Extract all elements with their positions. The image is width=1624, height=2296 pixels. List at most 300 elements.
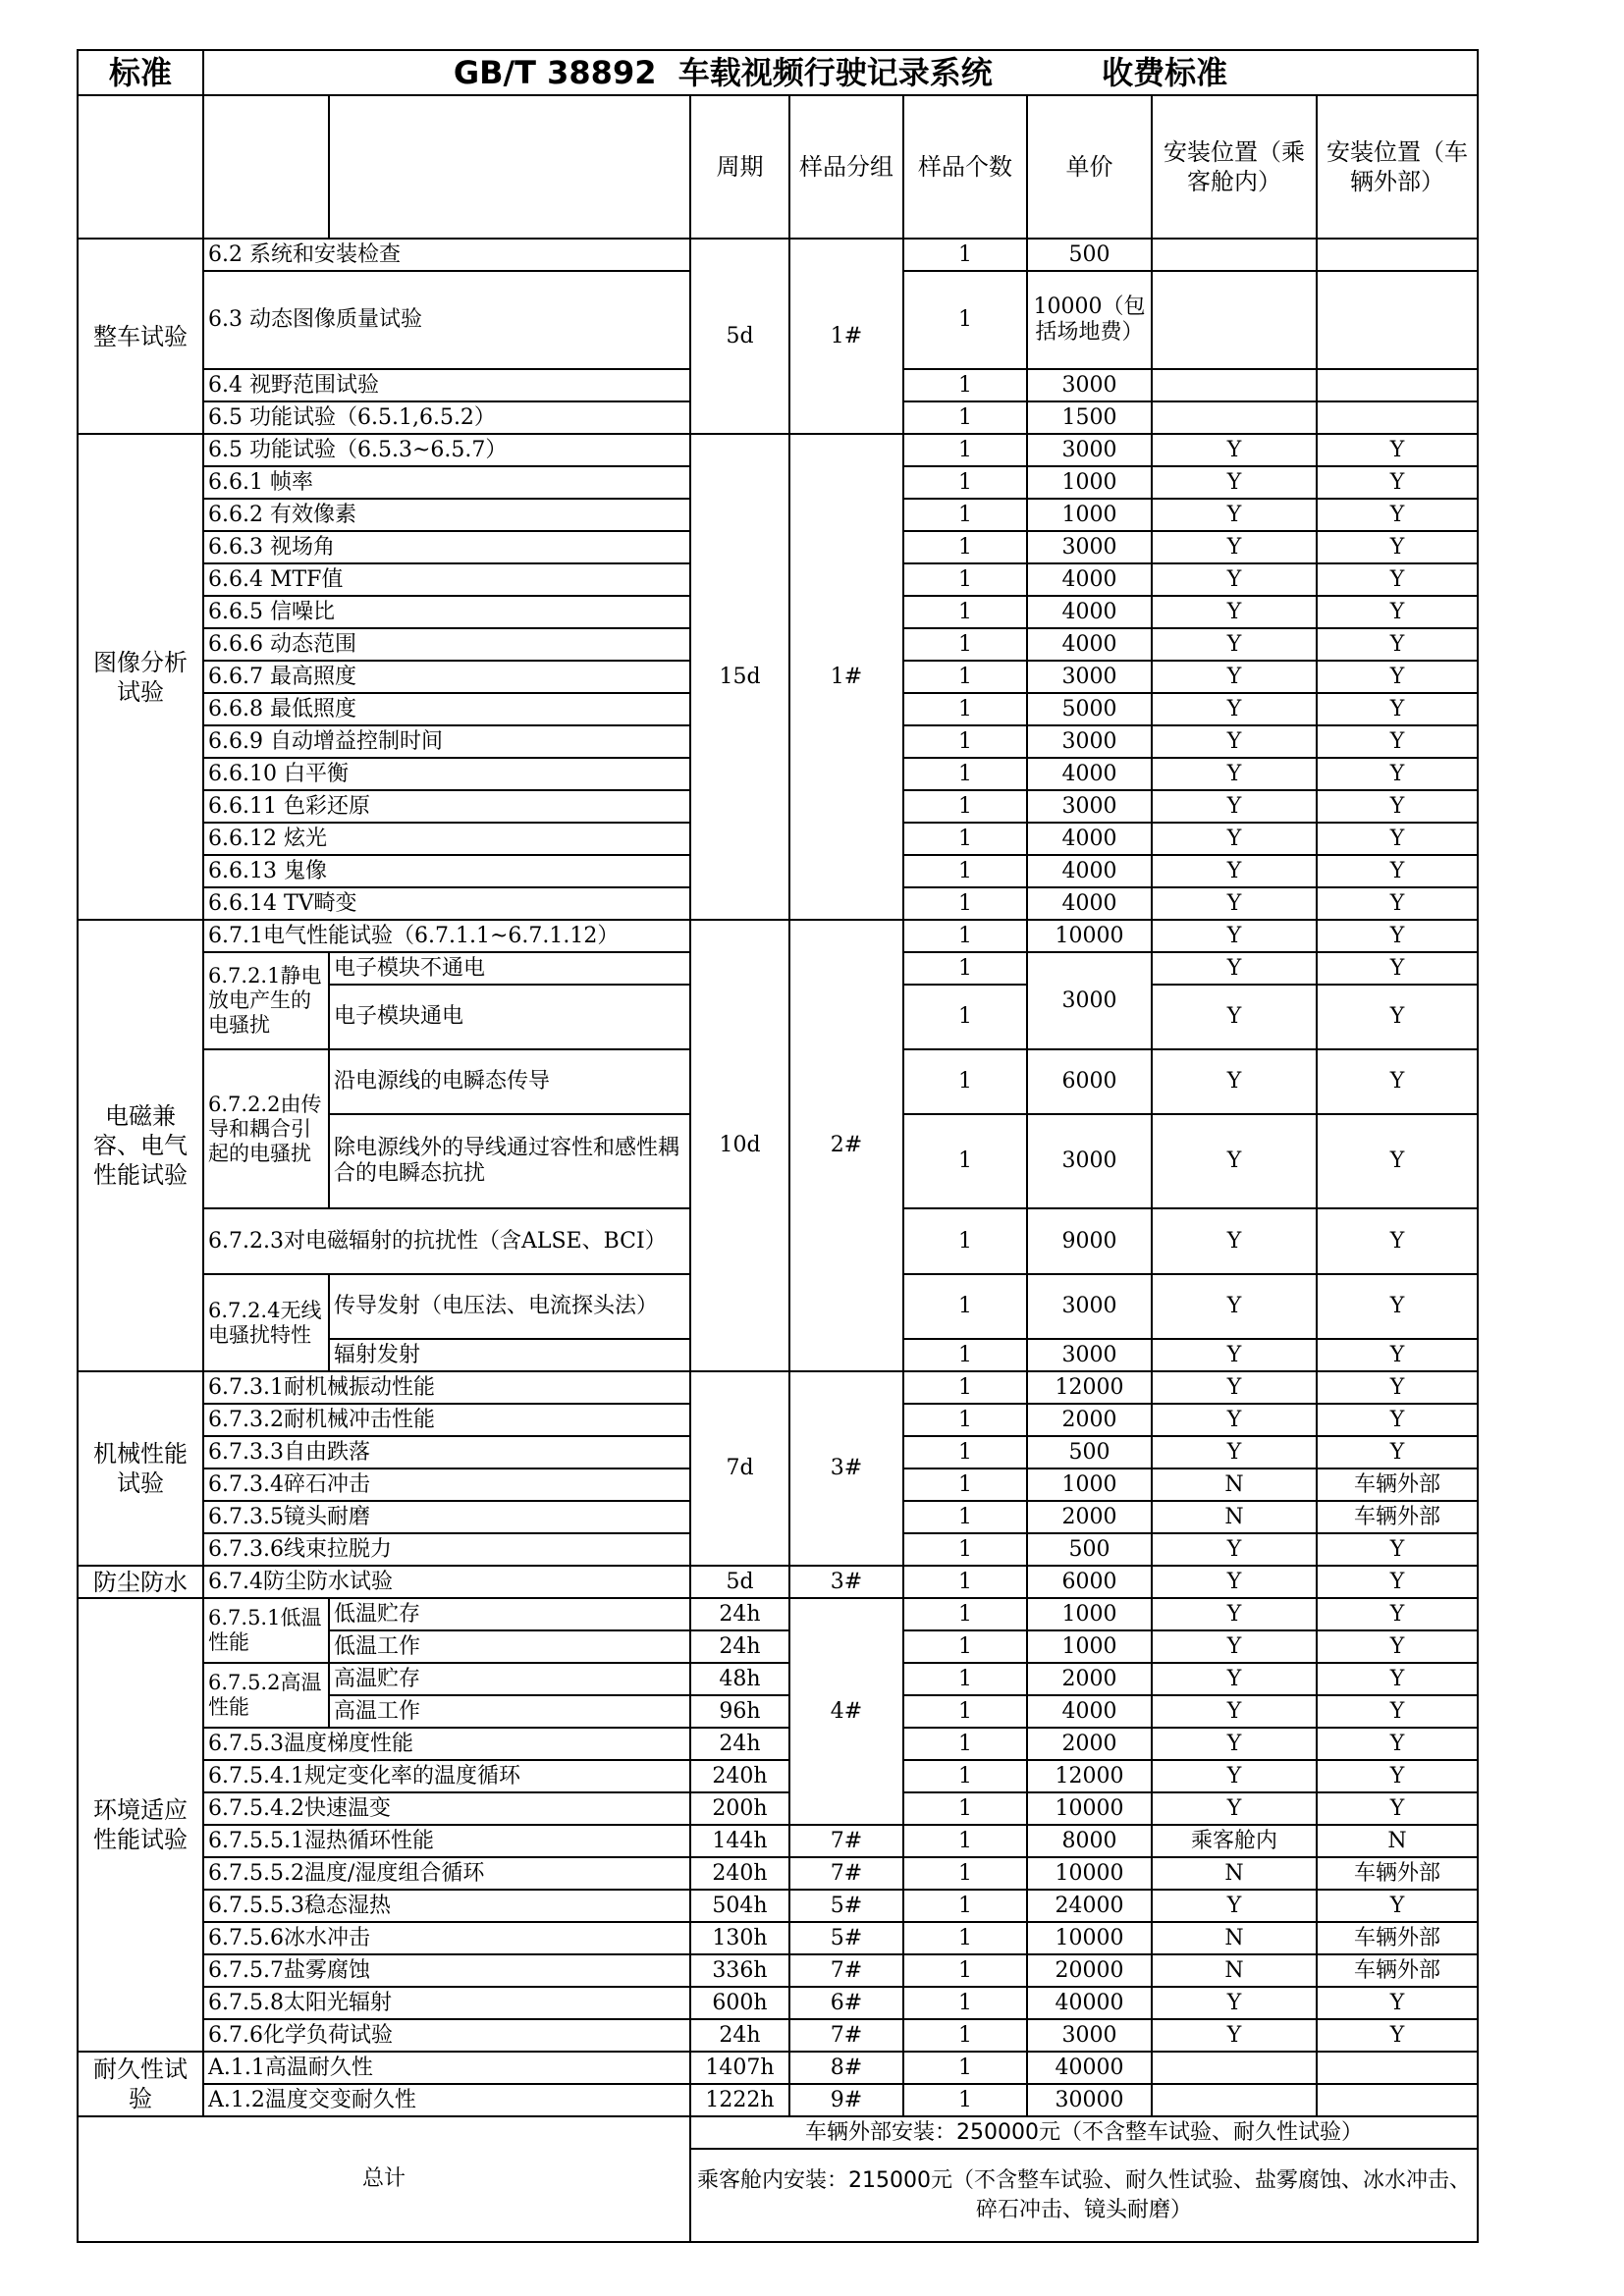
loc-out-cell: Y bbox=[1317, 1890, 1478, 1922]
period-cell: 24h bbox=[690, 2019, 789, 2052]
table-row bbox=[78, 1371, 1478, 1404]
loc-out-cell bbox=[1317, 271, 1478, 369]
price-cell: 3000 bbox=[1027, 1339, 1152, 1371]
category-cell: 机械性能试验 bbox=[78, 1371, 203, 1566]
test-subitem: 高温工作 bbox=[329, 1695, 690, 1728]
loc-out-cell: Y bbox=[1317, 1760, 1478, 1792]
count-cell: 1 bbox=[903, 1533, 1027, 1566]
period-cell: 1222h bbox=[690, 2084, 789, 2116]
loc-in-cell: Y bbox=[1152, 499, 1317, 531]
loc-out-cell bbox=[1317, 401, 1478, 434]
loc-out-cell: Y bbox=[1317, 855, 1478, 887]
period-cell: 7d bbox=[690, 1371, 789, 1566]
count-cell: 1 bbox=[903, 1208, 1027, 1274]
col-loc-out: 安装位置（车辆外部） bbox=[1317, 95, 1478, 239]
loc-in-cell: Y bbox=[1152, 1208, 1317, 1274]
test-subitem: 沿电源线的电瞬态传导 bbox=[329, 1049, 690, 1114]
test-item: 6.7.1电气性能试验（6.7.1.1~6.7.1.12） bbox=[203, 920, 690, 952]
loc-out-cell: Y bbox=[1317, 466, 1478, 499]
loc-out-cell: Y bbox=[1317, 1663, 1478, 1695]
loc-in-cell: Y bbox=[1152, 466, 1317, 499]
period-cell: 336h bbox=[690, 1954, 789, 1987]
loc-out-cell: Y bbox=[1317, 2019, 1478, 2052]
loc-in-cell: Y bbox=[1152, 1533, 1317, 1566]
test-item: 6.6.5 信噪比 bbox=[203, 596, 690, 628]
loc-in-cell: N bbox=[1152, 1954, 1317, 1987]
price-cell: 2000 bbox=[1027, 1728, 1152, 1760]
period-cell: 5d bbox=[690, 1566, 789, 1598]
count-cell: 1 bbox=[903, 531, 1027, 563]
count-cell: 1 bbox=[903, 1954, 1027, 1987]
loc-out-cell: 车辆外部 bbox=[1317, 1954, 1478, 1987]
test-item: 6.6.4 MTF值 bbox=[203, 563, 690, 596]
loc-out-cell: Y bbox=[1317, 920, 1478, 952]
table-row bbox=[78, 2019, 1478, 2052]
period-cell: 1407h bbox=[690, 2052, 789, 2084]
loc-in-cell: Y bbox=[1152, 2019, 1317, 2052]
test-item: 6.7.5.2高温性能 bbox=[203, 1663, 329, 1728]
period-cell: 24h bbox=[690, 1598, 789, 1630]
count-cell: 1 bbox=[903, 628, 1027, 661]
test-item: 6.7.5.5.3稳态湿热 bbox=[203, 1890, 690, 1922]
total-label: 总计 bbox=[78, 2116, 690, 2242]
loc-out-cell: Y bbox=[1317, 531, 1478, 563]
count-cell: 1 bbox=[903, 758, 1027, 790]
test-item: 6.7.5.4.2快速温变 bbox=[203, 1792, 690, 1825]
loc-out-cell: Y bbox=[1317, 1695, 1478, 1728]
loc-in-cell: Y bbox=[1152, 1695, 1317, 1728]
price-cell: 4000 bbox=[1027, 823, 1152, 855]
loc-in-cell: Y bbox=[1152, 985, 1317, 1049]
loc-out-cell: Y bbox=[1317, 434, 1478, 466]
price-cell: 3000 bbox=[1027, 790, 1152, 823]
count-cell: 1 bbox=[903, 1663, 1027, 1695]
group-cell: 3# bbox=[789, 1371, 903, 1566]
loc-in-cell: Y bbox=[1152, 758, 1317, 790]
price-cell: 10000（包括场地费） bbox=[1027, 271, 1152, 369]
test-item: 6.7.3.4碎石冲击 bbox=[203, 1468, 690, 1501]
period-cell: 144h bbox=[690, 1825, 789, 1857]
loc-in-cell: Y bbox=[1152, 1890, 1317, 1922]
price-cell: 4000 bbox=[1027, 628, 1152, 661]
test-item: 6.7.5.3温度梯度性能 bbox=[203, 1728, 690, 1760]
loc-in-cell: Y bbox=[1152, 1049, 1317, 1114]
price-cell: 3000 bbox=[1027, 1274, 1152, 1339]
loc-out-cell: Y bbox=[1317, 596, 1478, 628]
col-group: 样品分组 bbox=[789, 95, 903, 239]
test-item: 6.3 动态图像质量试验 bbox=[203, 271, 690, 369]
price-cell: 40000 bbox=[1027, 1987, 1152, 2019]
test-item: 6.7.2.3对电磁辐射的抗扰性（含ALSE、BCI） bbox=[203, 1208, 690, 1274]
table-row bbox=[78, 1825, 1478, 1857]
loc-out-cell bbox=[1317, 239, 1478, 271]
group-cell: 5# bbox=[789, 1922, 903, 1954]
test-item: 6.6.7 最高照度 bbox=[203, 661, 690, 693]
loc-out-cell: Y bbox=[1317, 1274, 1478, 1339]
price-cell: 4000 bbox=[1027, 758, 1152, 790]
test-item: 6.7.6化学负荷试验 bbox=[203, 2019, 690, 2052]
category-cell: 电磁兼容、电气性能试验 bbox=[78, 920, 203, 1371]
col-period: 周期 bbox=[690, 95, 789, 239]
price-cell: 3000 bbox=[1027, 2019, 1152, 2052]
loc-in-cell: Y bbox=[1152, 596, 1317, 628]
group-cell: 7# bbox=[789, 1825, 903, 1857]
test-item: 6.5 功能试验（6.5.3~6.5.7） bbox=[203, 434, 690, 466]
loc-out-cell: Y bbox=[1317, 1533, 1478, 1566]
test-item: 6.7.2.4无线电骚扰特性 bbox=[203, 1274, 329, 1371]
count-cell: 1 bbox=[903, 1728, 1027, 1760]
test-item: 6.6.9 自动增益控制时间 bbox=[203, 725, 690, 758]
loc-out-cell: 车辆外部 bbox=[1317, 1922, 1478, 1954]
price-cell: 4000 bbox=[1027, 855, 1152, 887]
table-row bbox=[78, 1760, 1478, 1792]
count-cell: 1 bbox=[903, 2019, 1027, 2052]
loc-in-cell: Y bbox=[1152, 887, 1317, 920]
count-cell: 1 bbox=[903, 369, 1027, 401]
table-row bbox=[78, 1728, 1478, 1760]
loc-in-cell: Y bbox=[1152, 855, 1317, 887]
count-cell: 1 bbox=[903, 985, 1027, 1049]
price-cell: 40000 bbox=[1027, 2052, 1152, 2084]
test-item: 6.5 功能试验（6.5.1,6.5.2） bbox=[203, 401, 690, 434]
count-cell: 1 bbox=[903, 271, 1027, 369]
price-cell: 10000 bbox=[1027, 1857, 1152, 1890]
period-cell: 15d bbox=[690, 434, 789, 920]
price-cell: 1000 bbox=[1027, 1598, 1152, 1630]
loc-out-cell: Y bbox=[1317, 1630, 1478, 1663]
count-cell: 1 bbox=[903, 2052, 1027, 2084]
loc-out-cell bbox=[1317, 2052, 1478, 2084]
loc-in-cell bbox=[1152, 2052, 1317, 2084]
column-header-row bbox=[78, 95, 1478, 239]
price-cell: 9000 bbox=[1027, 1208, 1152, 1274]
period-cell: 240h bbox=[690, 1857, 789, 1890]
title-row bbox=[78, 50, 1478, 95]
table-row bbox=[78, 920, 1478, 952]
total-exterior: 车辆外部安装：250000元（不含整车试验、耐久性试验） bbox=[690, 2116, 1478, 2149]
price-cell: 2000 bbox=[1027, 1501, 1152, 1533]
loc-out-cell: Y bbox=[1317, 725, 1478, 758]
col-count: 样品个数 bbox=[903, 95, 1027, 239]
price-cell: 4000 bbox=[1027, 1695, 1152, 1728]
count-cell: 1 bbox=[903, 1598, 1027, 1630]
period-cell: 504h bbox=[690, 1890, 789, 1922]
price-cell: 500 bbox=[1027, 1533, 1152, 1566]
loc-in-cell: Y bbox=[1152, 1598, 1317, 1630]
test-item: 6.7.5.5.1湿热循环性能 bbox=[203, 1825, 690, 1857]
table-row bbox=[78, 1663, 1478, 1695]
count-cell: 1 bbox=[903, 1890, 1027, 1922]
loc-out-cell: Y bbox=[1317, 1404, 1478, 1436]
group-cell: 7# bbox=[789, 1954, 903, 1987]
table-row bbox=[78, 1954, 1478, 1987]
test-item: 6.7.5.4.1规定变化率的温度循环 bbox=[203, 1760, 690, 1792]
count-cell: 1 bbox=[903, 1857, 1027, 1890]
price-cell: 3000 bbox=[1027, 725, 1152, 758]
col-price: 单价 bbox=[1027, 95, 1152, 239]
loc-out-cell: Y bbox=[1317, 1566, 1478, 1598]
test-item: 6.7.2.1静电放电产生的电骚扰 bbox=[203, 952, 329, 1049]
period-cell: 600h bbox=[690, 1987, 789, 2019]
test-item: 6.7.3.1耐机械振动性能 bbox=[203, 1371, 690, 1404]
price-cell: 3000 bbox=[1027, 369, 1152, 401]
count-cell: 1 bbox=[903, 1922, 1027, 1954]
price-cell: 5000 bbox=[1027, 693, 1152, 725]
loc-in-cell: Y bbox=[1152, 1404, 1317, 1436]
loc-out-cell: Y bbox=[1317, 952, 1478, 985]
loc-in-cell: Y bbox=[1152, 1663, 1317, 1695]
period-cell: 130h bbox=[690, 1922, 789, 1954]
test-subitem: 辐射发射 bbox=[329, 1339, 690, 1371]
loc-in-cell: Y bbox=[1152, 661, 1317, 693]
loc-in-cell bbox=[1152, 369, 1317, 401]
price-cell: 4000 bbox=[1027, 596, 1152, 628]
loc-in-cell: N bbox=[1152, 1922, 1317, 1954]
price-cell: 10000 bbox=[1027, 1922, 1152, 1954]
loc-in-cell: Y bbox=[1152, 628, 1317, 661]
count-cell: 1 bbox=[903, 434, 1027, 466]
test-item: A.1.1高温耐久性 bbox=[203, 2052, 690, 2084]
loc-out-cell: Y bbox=[1317, 1049, 1478, 1114]
test-item: 6.7.5.1低温性能 bbox=[203, 1598, 329, 1663]
table-row bbox=[78, 1792, 1478, 1825]
count-cell: 1 bbox=[903, 1501, 1027, 1533]
count-cell: 1 bbox=[903, 499, 1027, 531]
loc-in-cell: Y bbox=[1152, 693, 1317, 725]
loc-in-cell bbox=[1152, 239, 1317, 271]
test-item: 6.7.5.5.2温度/湿度组合循环 bbox=[203, 1857, 690, 1890]
category-cell: 图像分析试验 bbox=[78, 434, 203, 920]
total-row bbox=[78, 2116, 1478, 2149]
test-item: 6.6.2 有效像素 bbox=[203, 499, 690, 531]
col-loc-in: 安装位置（乘客舱内） bbox=[1152, 95, 1317, 239]
count-cell: 1 bbox=[903, 952, 1027, 985]
count-cell: 1 bbox=[903, 401, 1027, 434]
period-cell: 240h bbox=[690, 1760, 789, 1792]
test-subitem: 低温工作 bbox=[329, 1630, 690, 1663]
table-row bbox=[78, 1598, 1478, 1630]
price-cell: 1000 bbox=[1027, 1468, 1152, 1501]
price-cell: 12000 bbox=[1027, 1371, 1152, 1404]
loc-in-cell: Y bbox=[1152, 1630, 1317, 1663]
count-cell: 1 bbox=[903, 1274, 1027, 1339]
table-row bbox=[78, 1987, 1478, 2019]
test-item: 6.6.3 视场角 bbox=[203, 531, 690, 563]
loc-in-cell: Y bbox=[1152, 725, 1317, 758]
count-cell: 1 bbox=[903, 1630, 1027, 1663]
price-cell: 1000 bbox=[1027, 499, 1152, 531]
count-cell: 1 bbox=[903, 1404, 1027, 1436]
table-row bbox=[78, 239, 1478, 271]
price-cell: 10000 bbox=[1027, 1792, 1152, 1825]
test-item: 6.6.8 最低照度 bbox=[203, 693, 690, 725]
test-item: 6.7.3.5镜头耐磨 bbox=[203, 1501, 690, 1533]
test-item: 6.7.5.6冰水冲击 bbox=[203, 1922, 690, 1954]
loc-out-cell: Y bbox=[1317, 887, 1478, 920]
count-cell: 1 bbox=[903, 563, 1027, 596]
loc-in-cell: Y bbox=[1152, 920, 1317, 952]
test-item: 6.7.5.7盐雾腐蚀 bbox=[203, 1954, 690, 1987]
price-cell: 1000 bbox=[1027, 466, 1152, 499]
test-subitem: 电子模块不通电 bbox=[329, 952, 690, 985]
loc-out-cell: Y bbox=[1317, 758, 1478, 790]
group-cell: 7# bbox=[789, 1857, 903, 1890]
loc-out-cell: Y bbox=[1317, 1728, 1478, 1760]
period-cell: 200h bbox=[690, 1792, 789, 1825]
period-cell: 96h bbox=[690, 1695, 789, 1728]
loc-in-cell: Y bbox=[1152, 823, 1317, 855]
price-cell: 20000 bbox=[1027, 1954, 1152, 1987]
price-cell: 1500 bbox=[1027, 401, 1152, 434]
count-cell: 1 bbox=[903, 1339, 1027, 1371]
test-item: 6.2 系统和安装检查 bbox=[203, 239, 690, 271]
count-cell: 1 bbox=[903, 466, 1027, 499]
total-cabin: 乘客舱内安装：215000元（不含整车试验、耐久性试验、盐雾腐蚀、冰水冲击、 碎石冲击、镜头耐磨） bbox=[690, 2149, 1478, 2242]
table-row bbox=[78, 2052, 1478, 2084]
count-cell: 1 bbox=[903, 239, 1027, 271]
loc-out-cell: Y bbox=[1317, 985, 1478, 1049]
period-cell: 24h bbox=[690, 1728, 789, 1760]
loc-out-cell: Y bbox=[1317, 1339, 1478, 1371]
test-item: 6.6.13 鬼像 bbox=[203, 855, 690, 887]
category-cell: 防尘防水 bbox=[78, 1566, 203, 1598]
page-title: GB/T 38892 车载视频行驶记录系统 收费标准 bbox=[203, 50, 1478, 95]
count-cell: 1 bbox=[903, 596, 1027, 628]
price-cell: 3000 bbox=[1027, 952, 1152, 1049]
loc-in-cell: Y bbox=[1152, 952, 1317, 985]
loc-in-cell: Y bbox=[1152, 1371, 1317, 1404]
test-item: A.1.2温度交变耐久性 bbox=[203, 2084, 690, 2116]
test-item: 6.7.3.6线束拉脱力 bbox=[203, 1533, 690, 1566]
test-item: 6.6.12 炫光 bbox=[203, 823, 690, 855]
loc-in-cell bbox=[1152, 401, 1317, 434]
count-cell: 1 bbox=[903, 1114, 1027, 1208]
count-cell: 1 bbox=[903, 1468, 1027, 1501]
group-cell: 1# bbox=[789, 239, 903, 434]
loc-in-cell: Y bbox=[1152, 1987, 1317, 2019]
loc-in-cell: Y bbox=[1152, 1436, 1317, 1468]
count-cell: 1 bbox=[903, 823, 1027, 855]
loc-in-cell: Y bbox=[1152, 1339, 1317, 1371]
table-row bbox=[78, 1922, 1478, 1954]
price-cell: 6000 bbox=[1027, 1566, 1152, 1598]
loc-out-cell: Y bbox=[1317, 693, 1478, 725]
group-cell: 6# bbox=[789, 1987, 903, 2019]
loc-in-cell: Y bbox=[1152, 563, 1317, 596]
table-row bbox=[78, 1857, 1478, 1890]
loc-in-cell: Y bbox=[1152, 1566, 1317, 1598]
loc-out-cell: Y bbox=[1317, 1598, 1478, 1630]
test-item: 6.7.3.3自由跌落 bbox=[203, 1436, 690, 1468]
price-cell: 1000 bbox=[1027, 1630, 1152, 1663]
test-item: 6.6.6 动态范围 bbox=[203, 628, 690, 661]
test-item: 6.7.4防尘防水试验 bbox=[203, 1566, 690, 1598]
price-cell: 30000 bbox=[1027, 2084, 1152, 2116]
test-item: 6.6.14 TV畸变 bbox=[203, 887, 690, 920]
loc-out-cell: 车辆外部 bbox=[1317, 1501, 1478, 1533]
count-cell: 1 bbox=[903, 693, 1027, 725]
price-cell: 12000 bbox=[1027, 1760, 1152, 1792]
price-cell: 3000 bbox=[1027, 531, 1152, 563]
price-cell: 2000 bbox=[1027, 1663, 1152, 1695]
period-cell: 24h bbox=[690, 1630, 789, 1663]
loc-out-cell: Y bbox=[1317, 1792, 1478, 1825]
loc-out-cell: Y bbox=[1317, 499, 1478, 531]
loc-out-cell: Y bbox=[1317, 1208, 1478, 1274]
group-cell: 5# bbox=[789, 1890, 903, 1922]
loc-in-cell: Y bbox=[1152, 1792, 1317, 1825]
table-row bbox=[78, 2084, 1478, 2116]
table-row bbox=[78, 1890, 1478, 1922]
count-cell: 1 bbox=[903, 1792, 1027, 1825]
test-item: 6.7.2.2由传导和耦合引起的电骚扰 bbox=[203, 1049, 329, 1208]
price-cell: 10000 bbox=[1027, 920, 1152, 952]
price-cell: 4000 bbox=[1027, 887, 1152, 920]
group-cell: 4# bbox=[789, 1598, 903, 1825]
count-cell: 1 bbox=[903, 1049, 1027, 1114]
loc-in-cell: Y bbox=[1152, 434, 1317, 466]
group-cell: 2# bbox=[789, 920, 903, 1371]
price-cell: 500 bbox=[1027, 239, 1152, 271]
test-subitem: 除电源线外的导线通过容性和感性耦合的电瞬态抗扰 bbox=[329, 1114, 690, 1208]
loc-in-cell: Y bbox=[1152, 1114, 1317, 1208]
loc-in-cell: Y bbox=[1152, 531, 1317, 563]
loc-in-cell: N bbox=[1152, 1857, 1317, 1890]
loc-out-cell: 车辆外部 bbox=[1317, 1857, 1478, 1890]
loc-out-cell: N bbox=[1317, 1825, 1478, 1857]
loc-out-cell: Y bbox=[1317, 1436, 1478, 1468]
count-cell: 1 bbox=[903, 790, 1027, 823]
price-cell: 3000 bbox=[1027, 434, 1152, 466]
loc-in-cell: Y bbox=[1152, 1274, 1317, 1339]
group-cell: 1# bbox=[789, 434, 903, 920]
group-cell: 3# bbox=[789, 1566, 903, 1598]
loc-out-cell: 车辆外部 bbox=[1317, 1468, 1478, 1501]
test-subitem: 低温贮存 bbox=[329, 1598, 690, 1630]
loc-in-cell: N bbox=[1152, 1468, 1317, 1501]
count-cell: 1 bbox=[903, 1371, 1027, 1404]
test-subitem: 高温贮存 bbox=[329, 1663, 690, 1695]
price-cell: 500 bbox=[1027, 1436, 1152, 1468]
loc-out-cell: Y bbox=[1317, 1987, 1478, 2019]
loc-in-cell: Y bbox=[1152, 1728, 1317, 1760]
count-cell: 1 bbox=[903, 1695, 1027, 1728]
loc-out-cell: Y bbox=[1317, 823, 1478, 855]
count-cell: 1 bbox=[903, 920, 1027, 952]
count-cell: 1 bbox=[903, 1987, 1027, 2019]
period-cell: 10d bbox=[690, 920, 789, 1371]
loc-out-cell bbox=[1317, 2084, 1478, 2116]
category-cell: 整车试验 bbox=[78, 239, 203, 434]
price-cell: 8000 bbox=[1027, 1825, 1152, 1857]
count-cell: 1 bbox=[903, 1825, 1027, 1857]
test-subitem: 电子模块通电 bbox=[329, 985, 690, 1049]
price-cell: 4000 bbox=[1027, 563, 1152, 596]
price-cell: 2000 bbox=[1027, 1404, 1152, 1436]
count-cell: 1 bbox=[903, 887, 1027, 920]
loc-out-cell bbox=[1317, 369, 1478, 401]
loc-in-cell bbox=[1152, 2084, 1317, 2116]
count-cell: 1 bbox=[903, 725, 1027, 758]
loc-in-cell: Y bbox=[1152, 1760, 1317, 1792]
loc-out-cell: Y bbox=[1317, 1371, 1478, 1404]
loc-in-cell: 乘客舱内 bbox=[1152, 1825, 1317, 1857]
loc-out-cell: Y bbox=[1317, 628, 1478, 661]
count-cell: 1 bbox=[903, 661, 1027, 693]
period-cell: 48h bbox=[690, 1663, 789, 1695]
test-item: 6.4 视野范围试验 bbox=[203, 369, 690, 401]
price-cell: 3000 bbox=[1027, 1114, 1152, 1208]
